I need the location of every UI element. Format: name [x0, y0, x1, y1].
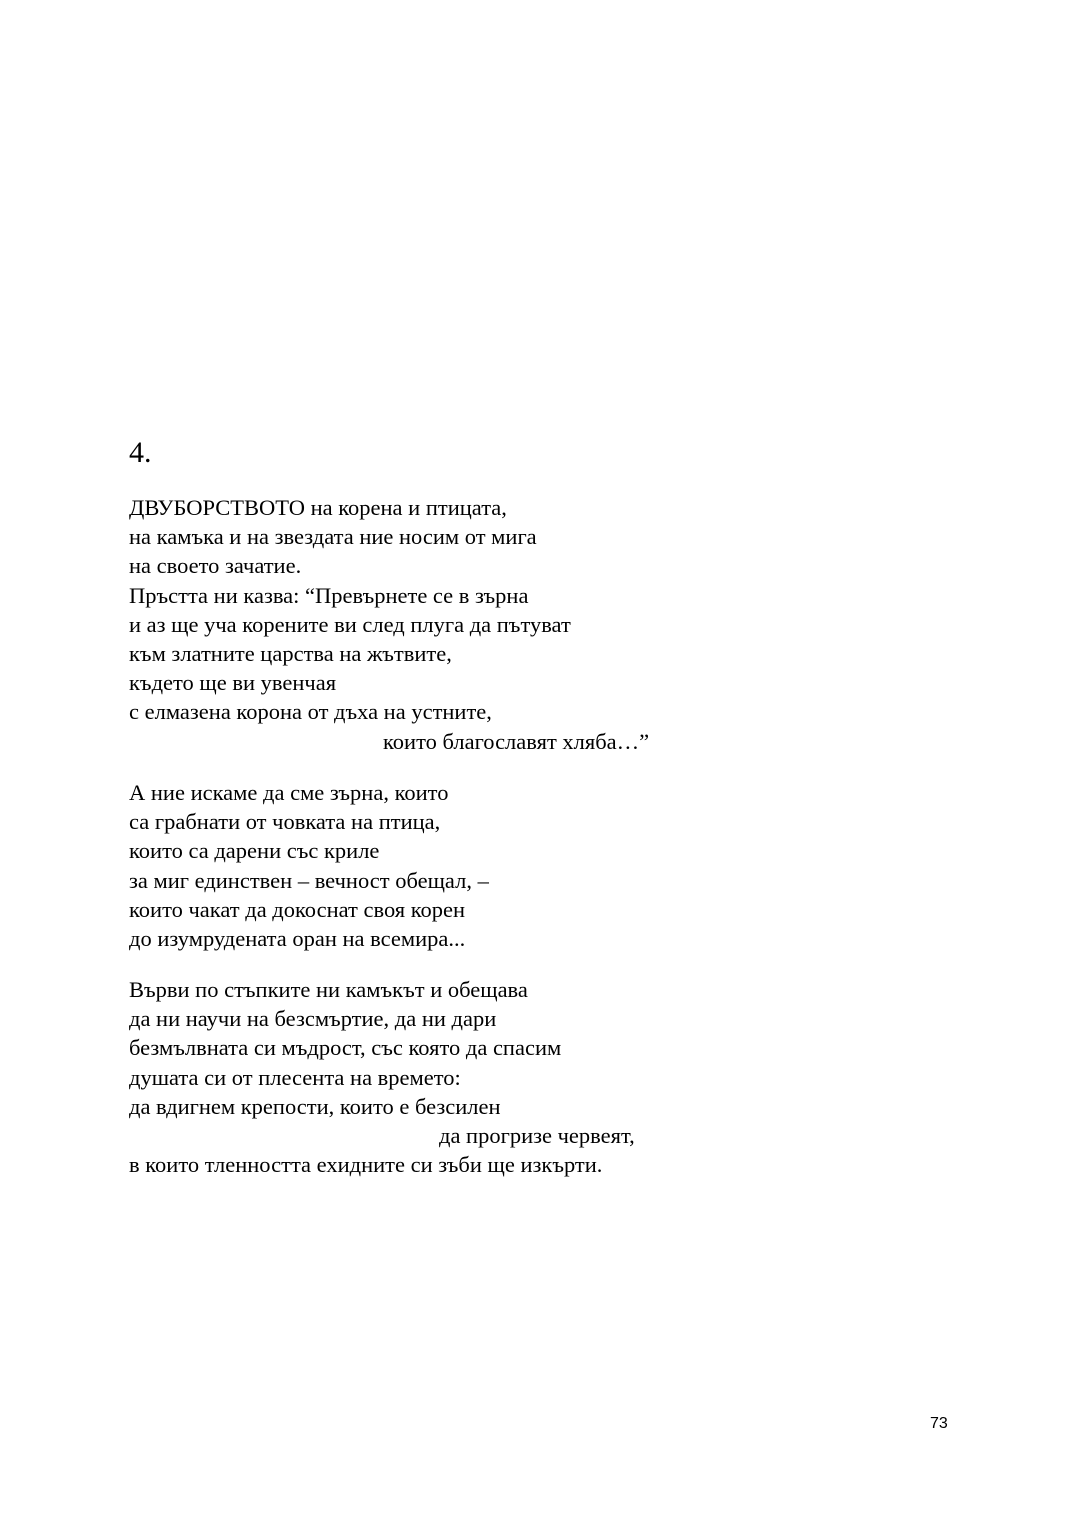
poem-line: на своето зачатие. [129, 553, 302, 579]
stanza-3 [129, 975, 849, 1179]
stanza-2 [129, 778, 849, 953]
poem-line: Върви по стъпките ни камъкът и обещава [129, 977, 528, 1002]
stanza-1 [129, 493, 849, 756]
poem-line: на камъка и на звездата ние носим от мига [129, 524, 537, 550]
section-number: 4. [129, 436, 152, 469]
poem-line: да ни научи на безсмъртие, да ни дари [129, 1006, 497, 1032]
poem-line: и аз ще уча корените ви след плуга да пътуват [129, 611, 571, 637]
poem-line: Пръстта ни казва: “Превърнете се в зърна [129, 582, 529, 608]
poem-line: с елмазена корона от дъха на устните, [129, 699, 492, 725]
poem-line: които са дарени със криле [129, 838, 380, 864]
poem-line: до изумрудената оран на всемира... [129, 926, 466, 952]
poem-line: ДВУБОРСТВОТО на корена и птицата, [129, 495, 507, 520]
poem-line: към златните царства на жътвите, [129, 641, 452, 667]
poem-line-indented: които благославят хляба…” [383, 728, 650, 754]
poem-line: които чакат да докоснат своя корен [129, 896, 466, 922]
poem-line: А ние искаме да сме зърна, които [129, 780, 449, 805]
poem-line: където ще ви увенчая [129, 670, 337, 696]
poem-line: са грабнати от човката на птица, [129, 809, 441, 835]
poem-line: в които тленността ехидните си зъби ще изкърти. [129, 1152, 603, 1178]
poem-line: да вдигнем крепости, които е безсилен [129, 1093, 501, 1119]
poem-line: за миг единствен – вечност обещал, – [129, 867, 489, 893]
poem-line-indented: да прогризе червеят, [439, 1123, 635, 1149]
poem-line: безмълвната си мъдрост, със която да спасим [129, 1035, 562, 1061]
poem-line: душата си от плесента на времето: [129, 1064, 461, 1090]
page-number: 73 [930, 1415, 948, 1432]
